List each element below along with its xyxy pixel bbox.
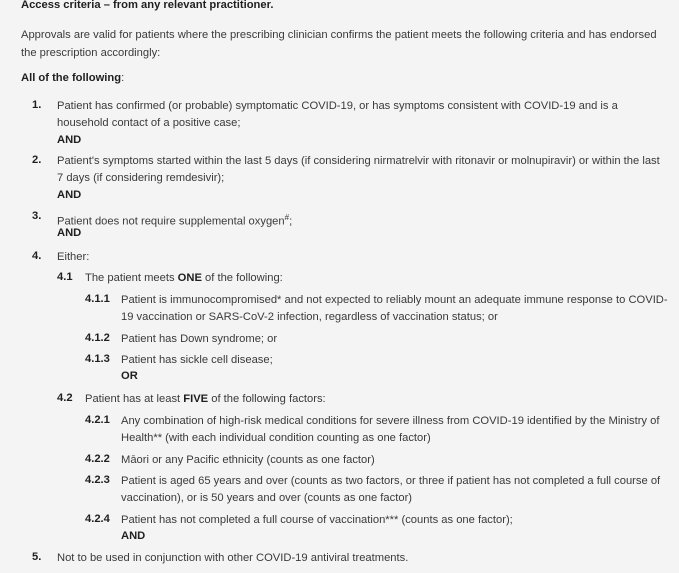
subitem-text (85, 270, 283, 287)
subitem-number: 4.1 (57, 271, 73, 283)
subitem-text (85, 391, 326, 408)
and-connector: AND (57, 227, 82, 239)
subsubitem-text: Māori or any Pacific ethnicity (counts as one factor) (121, 454, 375, 466)
item-number: 2. (32, 154, 42, 166)
subsubitem-text: Patient has sickle cell disease; (121, 354, 273, 366)
footnote-mark: # (284, 213, 290, 222)
subsubitem-text: Patient is immunocompromised* and not expected to reliably mount an adequate immune response to COVID-19 vaccination or SARS-CoV-2 infection, regardless of vaccination status; or (121, 294, 668, 323)
item-text-end: ; (289, 215, 293, 228)
subsubitem-number: 4.2.3 (85, 474, 110, 486)
subitem-text-post: of the following: (201, 272, 283, 284)
or-connector: OR (121, 370, 138, 382)
subsubitem-number: 4.2.1 (85, 414, 110, 426)
subitem-text-pre: The patient meets (85, 272, 178, 284)
subsubitem-number: 4.1.2 (85, 332, 110, 344)
subitem-text-pre: Patient has at least (85, 393, 184, 405)
subsubitem-text: Any combination of high-risk medical conditions for severe illness from COVID-19 identified by the Ministry of Health** (with each individual condition counting as one factor) (121, 415, 660, 444)
subitem-text-bold: ONE (177, 272, 202, 284)
subitem-number: 4.2 (57, 392, 73, 404)
subsubitem-number: 4.2.4 (85, 513, 110, 525)
subsubitem-number: 4.1.1 (85, 293, 110, 305)
subitem-text-bold: FIVE (183, 393, 209, 405)
and-connector: AND (57, 134, 82, 146)
item-number: 5. (32, 551, 42, 563)
item-number: 1. (32, 99, 42, 111)
subsubitem-text: Patient has Down syndrome; or (121, 333, 278, 345)
all-of-text: All of the following (21, 72, 122, 84)
subsubitem-text: Patient is aged 65 years and over (counts as two factors, or three if patient has not completed a full course of vaccination), or is 50 years and over (counts as one factor) (121, 475, 661, 504)
intro-paragraph: Approvals are valid for patients where the prescribing clinician confirms the patient meets the following criteria and has endorsed the prescription accordingly: (21, 29, 657, 59)
and-connector: AND (57, 189, 82, 201)
subitem-text-post: of the following factors: (208, 393, 326, 405)
item-text: Patient's symptoms started within the last 5 days (if considering nirmatrelvir with ritonavir or molnupiravir) or within the last 7 days (if considering remdesivir); (57, 155, 660, 184)
and-connector: AND (121, 530, 146, 542)
subsubitem-number: 4.1.3 (85, 353, 110, 365)
section-heading: Access criteria – from any relevant practitioner. (21, 0, 274, 11)
item-text: Patient has confirmed (or probable) symptomatic COVID-19, or has symptoms consistent with COVID-19 and is a household contact of a positive case; (57, 100, 618, 129)
item-number: 3. (32, 210, 42, 222)
item-number: 4. (32, 250, 42, 262)
all-of-label (21, 72, 124, 84)
item-text: Not to be used in conjunction with other COVID-19 antiviral treatments. (57, 552, 409, 564)
item-text: Either: (57, 251, 90, 263)
all-of-colon: : (121, 72, 125, 84)
subsubitem-number: 4.2.2 (85, 453, 110, 465)
item-text (57, 209, 667, 231)
subsubitem-text: Patient has not completed a full course of vaccination*** (counts as one factor); (121, 514, 513, 526)
item-text-main: Patient does not require supplemental oxygen (57, 215, 285, 228)
